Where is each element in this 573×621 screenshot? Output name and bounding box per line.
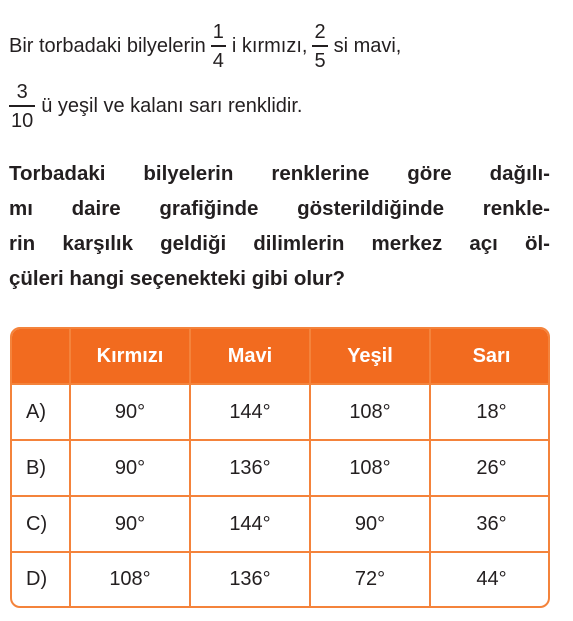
header-yesil: Yeşil	[310, 329, 430, 384]
option-row-a[interactable]	[12, 384, 550, 440]
fraction-denominator: 10	[11, 109, 34, 132]
option-label[interactable]: D)	[12, 552, 70, 606]
option-label[interactable]: B)	[12, 440, 70, 496]
stem-text-3: si mavi,	[333, 34, 402, 57]
table-cell: 136°	[190, 440, 310, 496]
question-line: mı daire grafiğinde gösterildiğinde renkle-	[9, 197, 550, 220]
table-cell: 90°	[70, 384, 190, 440]
table-cell: 136°	[190, 552, 310, 606]
fraction-numerator: 1	[212, 20, 224, 43]
stem-text-1: Bir torbadaki bilyelerin	[9, 34, 206, 57]
table-cell: 144°	[190, 496, 310, 552]
header-corner-cell	[12, 329, 70, 384]
table-header-row	[12, 329, 550, 384]
fraction-denominator: 5	[314, 49, 326, 72]
fraction-numerator: 2	[314, 20, 326, 43]
header-kirmizi: Kırmızı	[70, 329, 190, 384]
table-cell: 36°	[430, 496, 550, 552]
fraction-denominator: 4	[212, 49, 224, 72]
option-row-c[interactable]	[12, 496, 550, 552]
stem-text-4: ü yeşil ve kalanı sarı renklidir.	[41, 94, 303, 117]
question-line: rin karşılık geldiği dilimlerin merkez açı öl-	[9, 232, 550, 255]
fraction-three-tenths	[9, 82, 35, 131]
fraction-two-fifths	[312, 22, 327, 71]
option-row-d[interactable]	[12, 552, 550, 606]
table-cell: 144°	[190, 384, 310, 440]
table-cell: 108°	[70, 552, 190, 606]
table-cell: 18°	[430, 384, 550, 440]
option-row-b[interactable]	[12, 440, 550, 496]
fraction-one-quarter	[211, 22, 226, 71]
answer-table	[10, 327, 550, 608]
table-cell: 90°	[70, 496, 190, 552]
option-label[interactable]: C)	[12, 496, 70, 552]
stem-text-2: i kırmızı,	[231, 34, 308, 57]
table-cell: 26°	[430, 440, 550, 496]
option-label[interactable]: A)	[12, 384, 70, 440]
table-cell: 90°	[310, 496, 430, 552]
table-cell: 108°	[310, 384, 430, 440]
table-cell: 44°	[430, 552, 550, 606]
question-text	[9, 156, 557, 296]
header-mavi: Mavi	[190, 329, 310, 384]
question-line: çüleri hangi seçenekteki gibi olur?	[9, 267, 346, 290]
table-cell: 90°	[70, 440, 190, 496]
table-cell: 72°	[310, 552, 430, 606]
header-sari: Sarı	[430, 329, 550, 384]
table-cell: 108°	[310, 440, 430, 496]
stem-line-2	[9, 74, 302, 138]
fraction-numerator: 3	[16, 80, 28, 103]
question-line: Torbadaki bilyelerin renklerine göre dağılı-	[9, 162, 550, 185]
stem-line-1	[9, 14, 401, 78]
